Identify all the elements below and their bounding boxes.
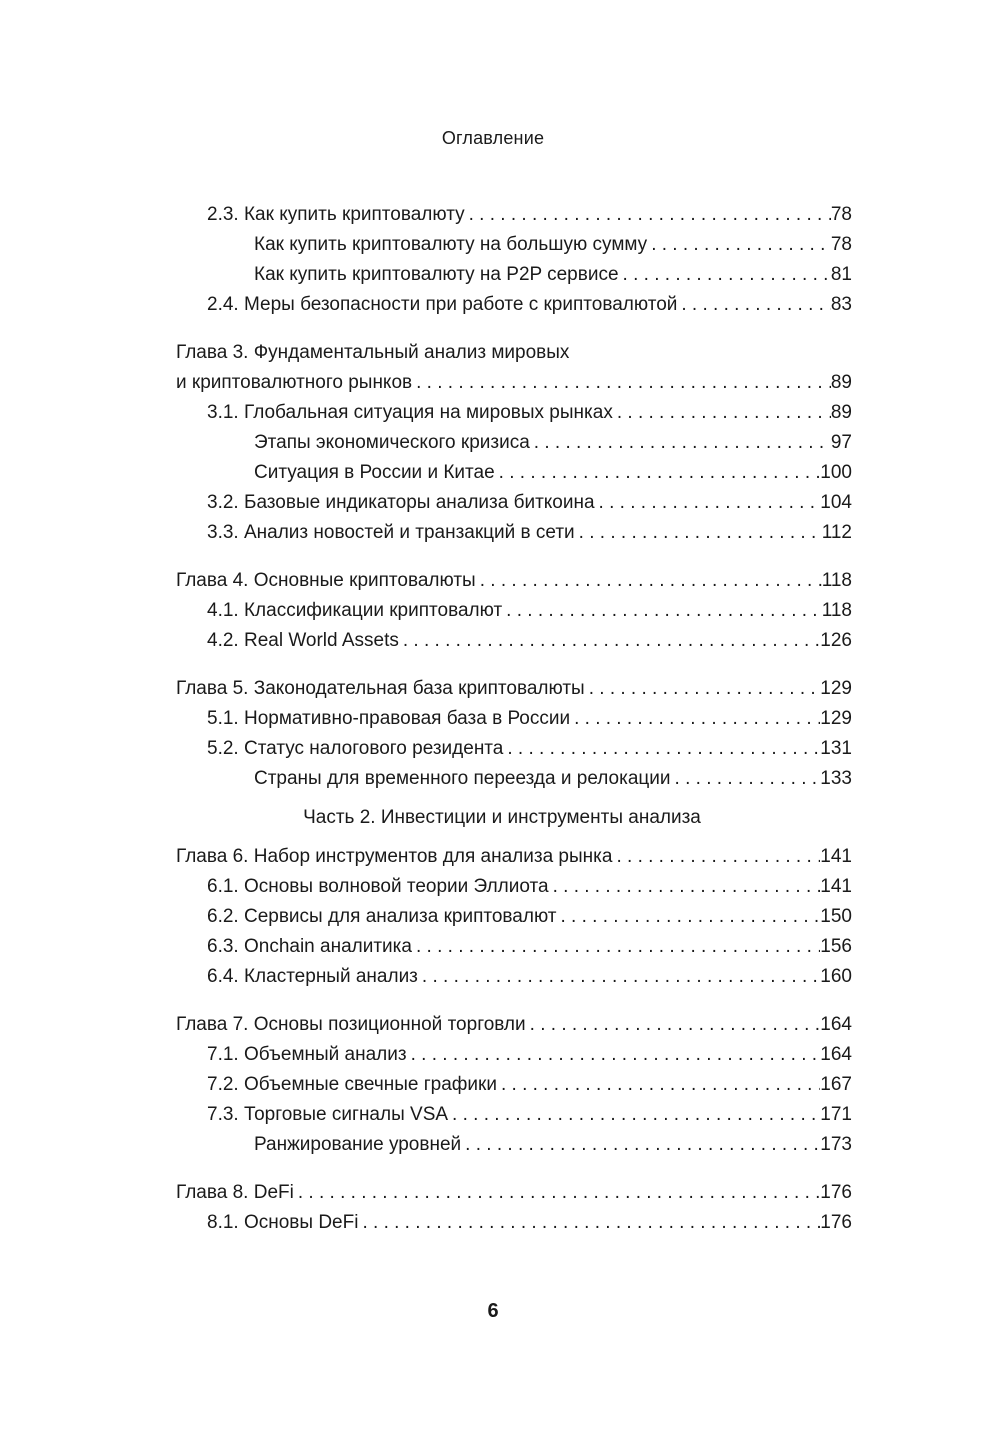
- toc-section-entry: [176, 1208, 852, 1238]
- entry-page-number: 164: [820, 1014, 852, 1035]
- entry-title: 5.2. Статус налогового резидента: [207, 738, 504, 759]
- entry-page-number: 164: [820, 1044, 852, 1065]
- chapter-title-line: Глава 3. Фундаментальный анализ мировых: [176, 342, 570, 363]
- dot-leader: [612, 842, 820, 872]
- block-spacer: [176, 320, 852, 338]
- dot-leader: [461, 1130, 820, 1160]
- entry-page-number: 81: [830, 264, 852, 285]
- block-spacer: [176, 992, 852, 1010]
- entry-page-number: 89: [830, 402, 852, 423]
- toc-block: [176, 1010, 852, 1160]
- entry-page-number: 156: [820, 936, 852, 957]
- entry-title: Этапы экономического кризиса: [254, 432, 530, 453]
- entry-page-number: 118: [821, 570, 852, 591]
- entry-page-number: 126: [820, 630, 852, 651]
- entry-page-number: 129: [820, 678, 852, 699]
- entry-page-number: 150: [820, 906, 852, 927]
- block-spacer: [176, 656, 852, 674]
- entry-page-number: 167: [820, 1074, 852, 1095]
- dot-leader: [503, 734, 820, 764]
- entry-title: Как купить криптовалюту на P2P сервисе: [254, 264, 619, 285]
- toc-subsection-entry: [176, 428, 852, 458]
- entry-page-number: 173: [820, 1134, 852, 1155]
- dot-leader: [575, 518, 822, 548]
- entry-title: 7.3. Торговые сигналы VSA: [207, 1104, 449, 1125]
- dot-leader: [476, 566, 822, 596]
- entry-page-number: 176: [820, 1212, 852, 1233]
- toc-block: [176, 566, 852, 656]
- dot-leader: [647, 230, 831, 260]
- toc-section-entry: [176, 704, 852, 734]
- entry-title: 6.2. Сервисы для анализа криптовалют: [207, 906, 557, 927]
- block-spacer: [176, 548, 852, 566]
- entry-page-number: 100: [820, 462, 852, 483]
- dot-leader: [495, 458, 821, 488]
- entry-page-number: 89: [830, 372, 852, 393]
- dot-leader: [465, 200, 831, 230]
- toc-section-entry: [176, 398, 852, 428]
- running-title: Оглавление: [441, 128, 545, 148]
- toc-section-entry: [176, 962, 852, 992]
- dot-leader: [671, 764, 821, 794]
- toc-block: [176, 794, 852, 842]
- toc-subsection-entry: [176, 260, 852, 290]
- toc-section-entry: [176, 1100, 852, 1130]
- entry-page-number: 131: [820, 738, 852, 759]
- dot-leader: [526, 1010, 821, 1040]
- toc-chapter-entry: [176, 842, 852, 872]
- entry-title: 6.3. Onchain аналитика: [207, 936, 412, 957]
- dot-leader: [613, 398, 831, 428]
- toc-chapter-entry: [176, 1010, 852, 1040]
- dot-leader: [570, 704, 820, 734]
- dot-leader: [619, 260, 831, 290]
- entry-title: Глава 8. DeFi: [176, 1182, 294, 1203]
- dot-leader: [585, 674, 821, 704]
- dot-leader: [595, 488, 821, 518]
- dot-leader: [412, 368, 831, 398]
- entry-title: 4.2. Real World Assets: [207, 630, 399, 651]
- entry-page-number: 141: [820, 876, 852, 897]
- toc-section-entry: [176, 626, 852, 656]
- toc-subsection-entry: [176, 230, 852, 260]
- toc-section-entry: [176, 872, 852, 902]
- entry-title: 6.1. Основы волновой теории Эллиота: [207, 876, 549, 897]
- entry-page-number: 129: [820, 708, 852, 729]
- entry-page-number: 83: [830, 294, 852, 315]
- dot-leader: [530, 428, 831, 458]
- block-spacer: [176, 1160, 852, 1178]
- entry-title: Как купить криптовалюту на большую сумму: [254, 234, 648, 255]
- toc-block: [176, 200, 852, 320]
- entry-title: и криптовалютного рынков: [176, 372, 413, 393]
- toc-subsection-entry: [176, 458, 852, 488]
- toc-block: [176, 674, 852, 794]
- entry-title: Глава 6. Набор инструментов для анализа рынка: [176, 846, 613, 867]
- entry-page-number: 97: [830, 432, 852, 453]
- entry-title: Глава 4. Основные криптовалюты: [176, 570, 476, 591]
- toc-chapter-entry: [176, 368, 852, 398]
- entry-title: 7.2. Объемные свечные графики: [207, 1074, 497, 1095]
- entry-title: 6.4. Кластерный анализ: [207, 966, 418, 987]
- toc-chapter-entry: [176, 566, 852, 596]
- dot-leader: [677, 290, 830, 320]
- entry-page-number: 160: [820, 966, 852, 987]
- entry-page-number: 133: [820, 768, 852, 789]
- toc-section-entry: [176, 902, 852, 932]
- toc-chapter-entry: [176, 674, 852, 704]
- entry-page-number: 176: [820, 1182, 852, 1203]
- toc-section-entry: [176, 518, 852, 548]
- entry-title: 5.1. Нормативно-правовая база в России: [207, 708, 571, 729]
- toc-section-entry: [176, 734, 852, 764]
- entry-page-number: 104: [820, 492, 852, 513]
- page-number: 6: [487, 1300, 499, 1322]
- toc-section-entry: [176, 596, 852, 626]
- toc-subsection-entry: [176, 1130, 852, 1160]
- entry-title: Глава 5. Законодательная база криптовалюты: [176, 678, 585, 699]
- entry-page-number: 112: [821, 522, 852, 543]
- toc-section-entry: [176, 200, 852, 230]
- dot-leader: [399, 626, 820, 656]
- entry-title: Ранжирование уровней: [254, 1134, 462, 1155]
- toc-block: [176, 338, 852, 548]
- dot-leader: [448, 1100, 820, 1130]
- entry-title: 3.2. Базовые индикаторы анализа биткоина: [207, 492, 595, 513]
- toc-section-entry: [176, 290, 852, 320]
- entry-page-number: 78: [830, 234, 852, 255]
- dot-leader: [502, 596, 822, 626]
- toc-section-entry: [176, 488, 852, 518]
- entry-title: 2.4. Меры безопасности при работе с криптовалютой: [207, 294, 678, 315]
- dot-leader: [497, 1070, 820, 1100]
- toc-section-entry: [176, 932, 852, 962]
- entry-page-number: 78: [830, 204, 852, 225]
- toc-block: [176, 842, 852, 992]
- entry-title: Страны для временного переезда и релокации: [254, 768, 671, 789]
- entry-page-number: 141: [820, 846, 852, 867]
- entry-title: 8.1. Основы DeFi: [207, 1212, 359, 1233]
- dot-leader: [549, 872, 821, 902]
- table-of-contents: [176, 200, 852, 1238]
- toc-block: [176, 1178, 852, 1238]
- entry-title: 4.1. Классификации криптовалют: [207, 600, 503, 621]
- entry-page-number: 118: [821, 600, 852, 621]
- dot-leader: [294, 1178, 820, 1208]
- entry-title: 3.3. Анализ новостей и транзакций в сети: [207, 522, 575, 543]
- dot-leader: [557, 902, 821, 932]
- part-heading: Часть 2. Инвестиции и инструменты анализа: [303, 807, 701, 828]
- toc-section-entry: [176, 1070, 852, 1100]
- dot-leader: [418, 962, 820, 992]
- entry-page-number: 171: [820, 1104, 852, 1125]
- entry-title: Ситуация в России и Китае: [254, 462, 495, 483]
- dot-leader: [412, 932, 820, 962]
- toc-chapter-entry: [176, 1178, 852, 1208]
- entry-title: 3.1. Глобальная ситуация на мировых рынках: [207, 402, 613, 423]
- dot-leader: [358, 1208, 820, 1238]
- entry-title: 7.1. Объемный анализ: [207, 1044, 407, 1065]
- entry-title: 2.3. Как купить криптовалюту: [207, 204, 465, 225]
- dot-leader: [407, 1040, 821, 1070]
- toc-subsection-entry: [176, 764, 852, 794]
- entry-title: Глава 7. Основы позиционной торговли: [176, 1014, 526, 1035]
- toc-section-entry: [176, 1040, 852, 1070]
